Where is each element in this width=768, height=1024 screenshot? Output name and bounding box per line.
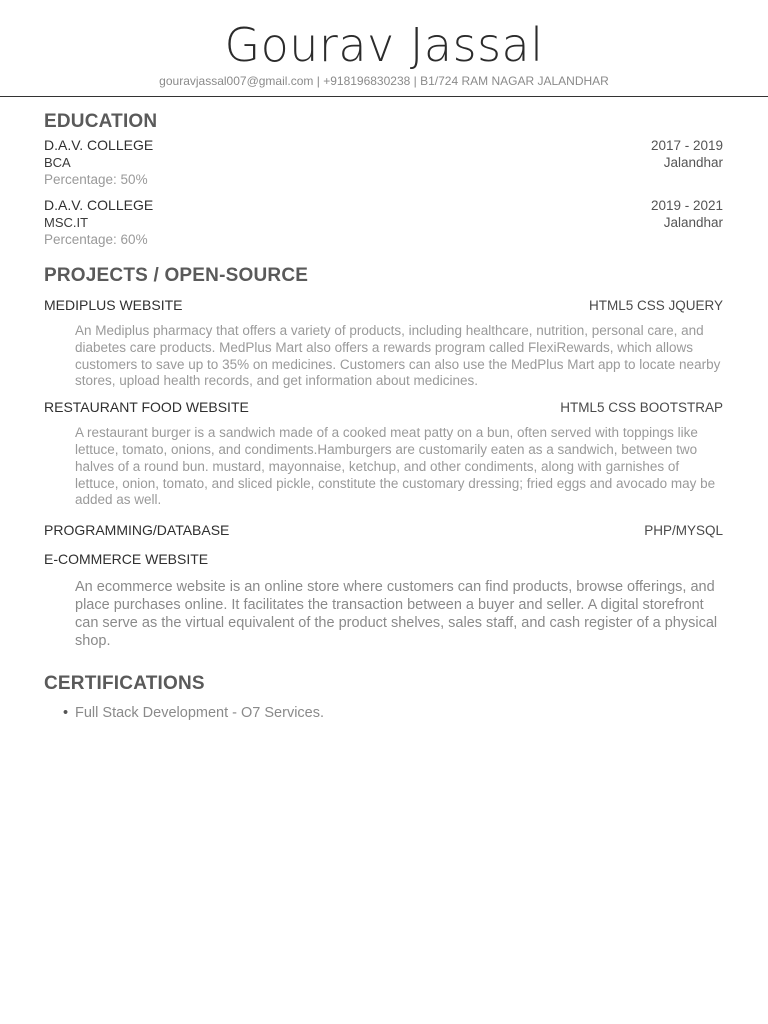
project-tech-stack: HTML5 CSS JQUERY [588,298,723,313]
degree-name: MSC.IT [44,215,89,230]
bullet-icon: • [63,705,69,722]
project-name: E-COMMERCE WEBSITE [44,551,209,568]
education-percentage: Percentage: 50% [44,172,148,187]
project-description: An ecommerce website is an online store where customers can find products, browse offerings, and place purchases online. It facilitates the transaction between a buyer and seller. A digital storefront can serve as the virtual equivalent of the product shelves, sales staff, and cash register of a physical shop. [75,579,718,650]
section-title-education: EDUCATION [44,111,158,132]
project-tech-stack: PHP/MYSQL [644,523,723,539]
degree-name: BCA [44,155,71,170]
project-name: MEDIPLUS WEBSITE [44,297,183,313]
education-entry [44,136,723,188]
certification-text: Full Stack Development - O7 Services. [75,705,325,722]
project-entry [44,296,723,390]
project-description: An Mediplus pharmacy that offers a variety of products, including healthcare, nutrition, personal care, and diabetes care products. MedPlus Mart also offers a rewards program called FlexiRewards, which allows customers to save up to 35% on medicines. Customers can also use the MedPlus Mart app to locate nearby stores, upload health records, and get information about medicines. [75,323,721,389]
project-entry [44,521,723,540]
certifications-section [44,670,723,722]
education-location: Jalandhar [663,155,723,170]
school-name: D.A.V. COLLEGE [44,137,154,153]
resume-header [0,0,768,88]
education-percentage: Percentage: 60% [44,232,148,247]
certifications-list [44,704,723,722]
project-description: A restaurant burger is a sandwich made of a cooked meat patty on a bun, often served with toppings like lettuce, tomato, onions, and condiments.Hamburgers are customarily eaten as a sandwich, between two halves of a round bun. mustard, mayonnaise, ketchup, and other condiments, along with garnishes of lettuce, onion, tomato, and sliced pickle, constitute the customary dressing; fried eggs and avocado may be added as well. [75,425,716,508]
candidate-name: Gourav Jassal [224,18,544,72]
project-entry [44,550,723,650]
project-name: RESTAURANT FOOD WEBSITE [44,399,249,416]
education-years: 2019 - 2021 [650,198,723,213]
education-section [44,108,723,248]
education-years: 2017 - 2019 [650,138,723,153]
contact-line: gouravjassal007@gmail.com | +918196830238 | B1/724 RAM NAGAR JALANDHAR [159,74,609,88]
certification-item [44,704,723,722]
resume-body [44,108,723,722]
project-name: PROGRAMMING/DATABASE [44,522,230,539]
header-divider [0,96,768,97]
section-title-projects: PROJECTS / OPEN-SOURCE [44,265,309,286]
section-title-certifications: CERTIFICATIONS [44,673,205,695]
school-name: D.A.V. COLLEGE [44,197,154,213]
project-entry [44,398,723,509]
project-tech-stack: HTML5 CSS BOOTSTRAP [560,400,723,416]
education-entry [44,196,723,248]
education-location: Jalandhar [663,215,723,230]
projects-section [44,262,723,650]
